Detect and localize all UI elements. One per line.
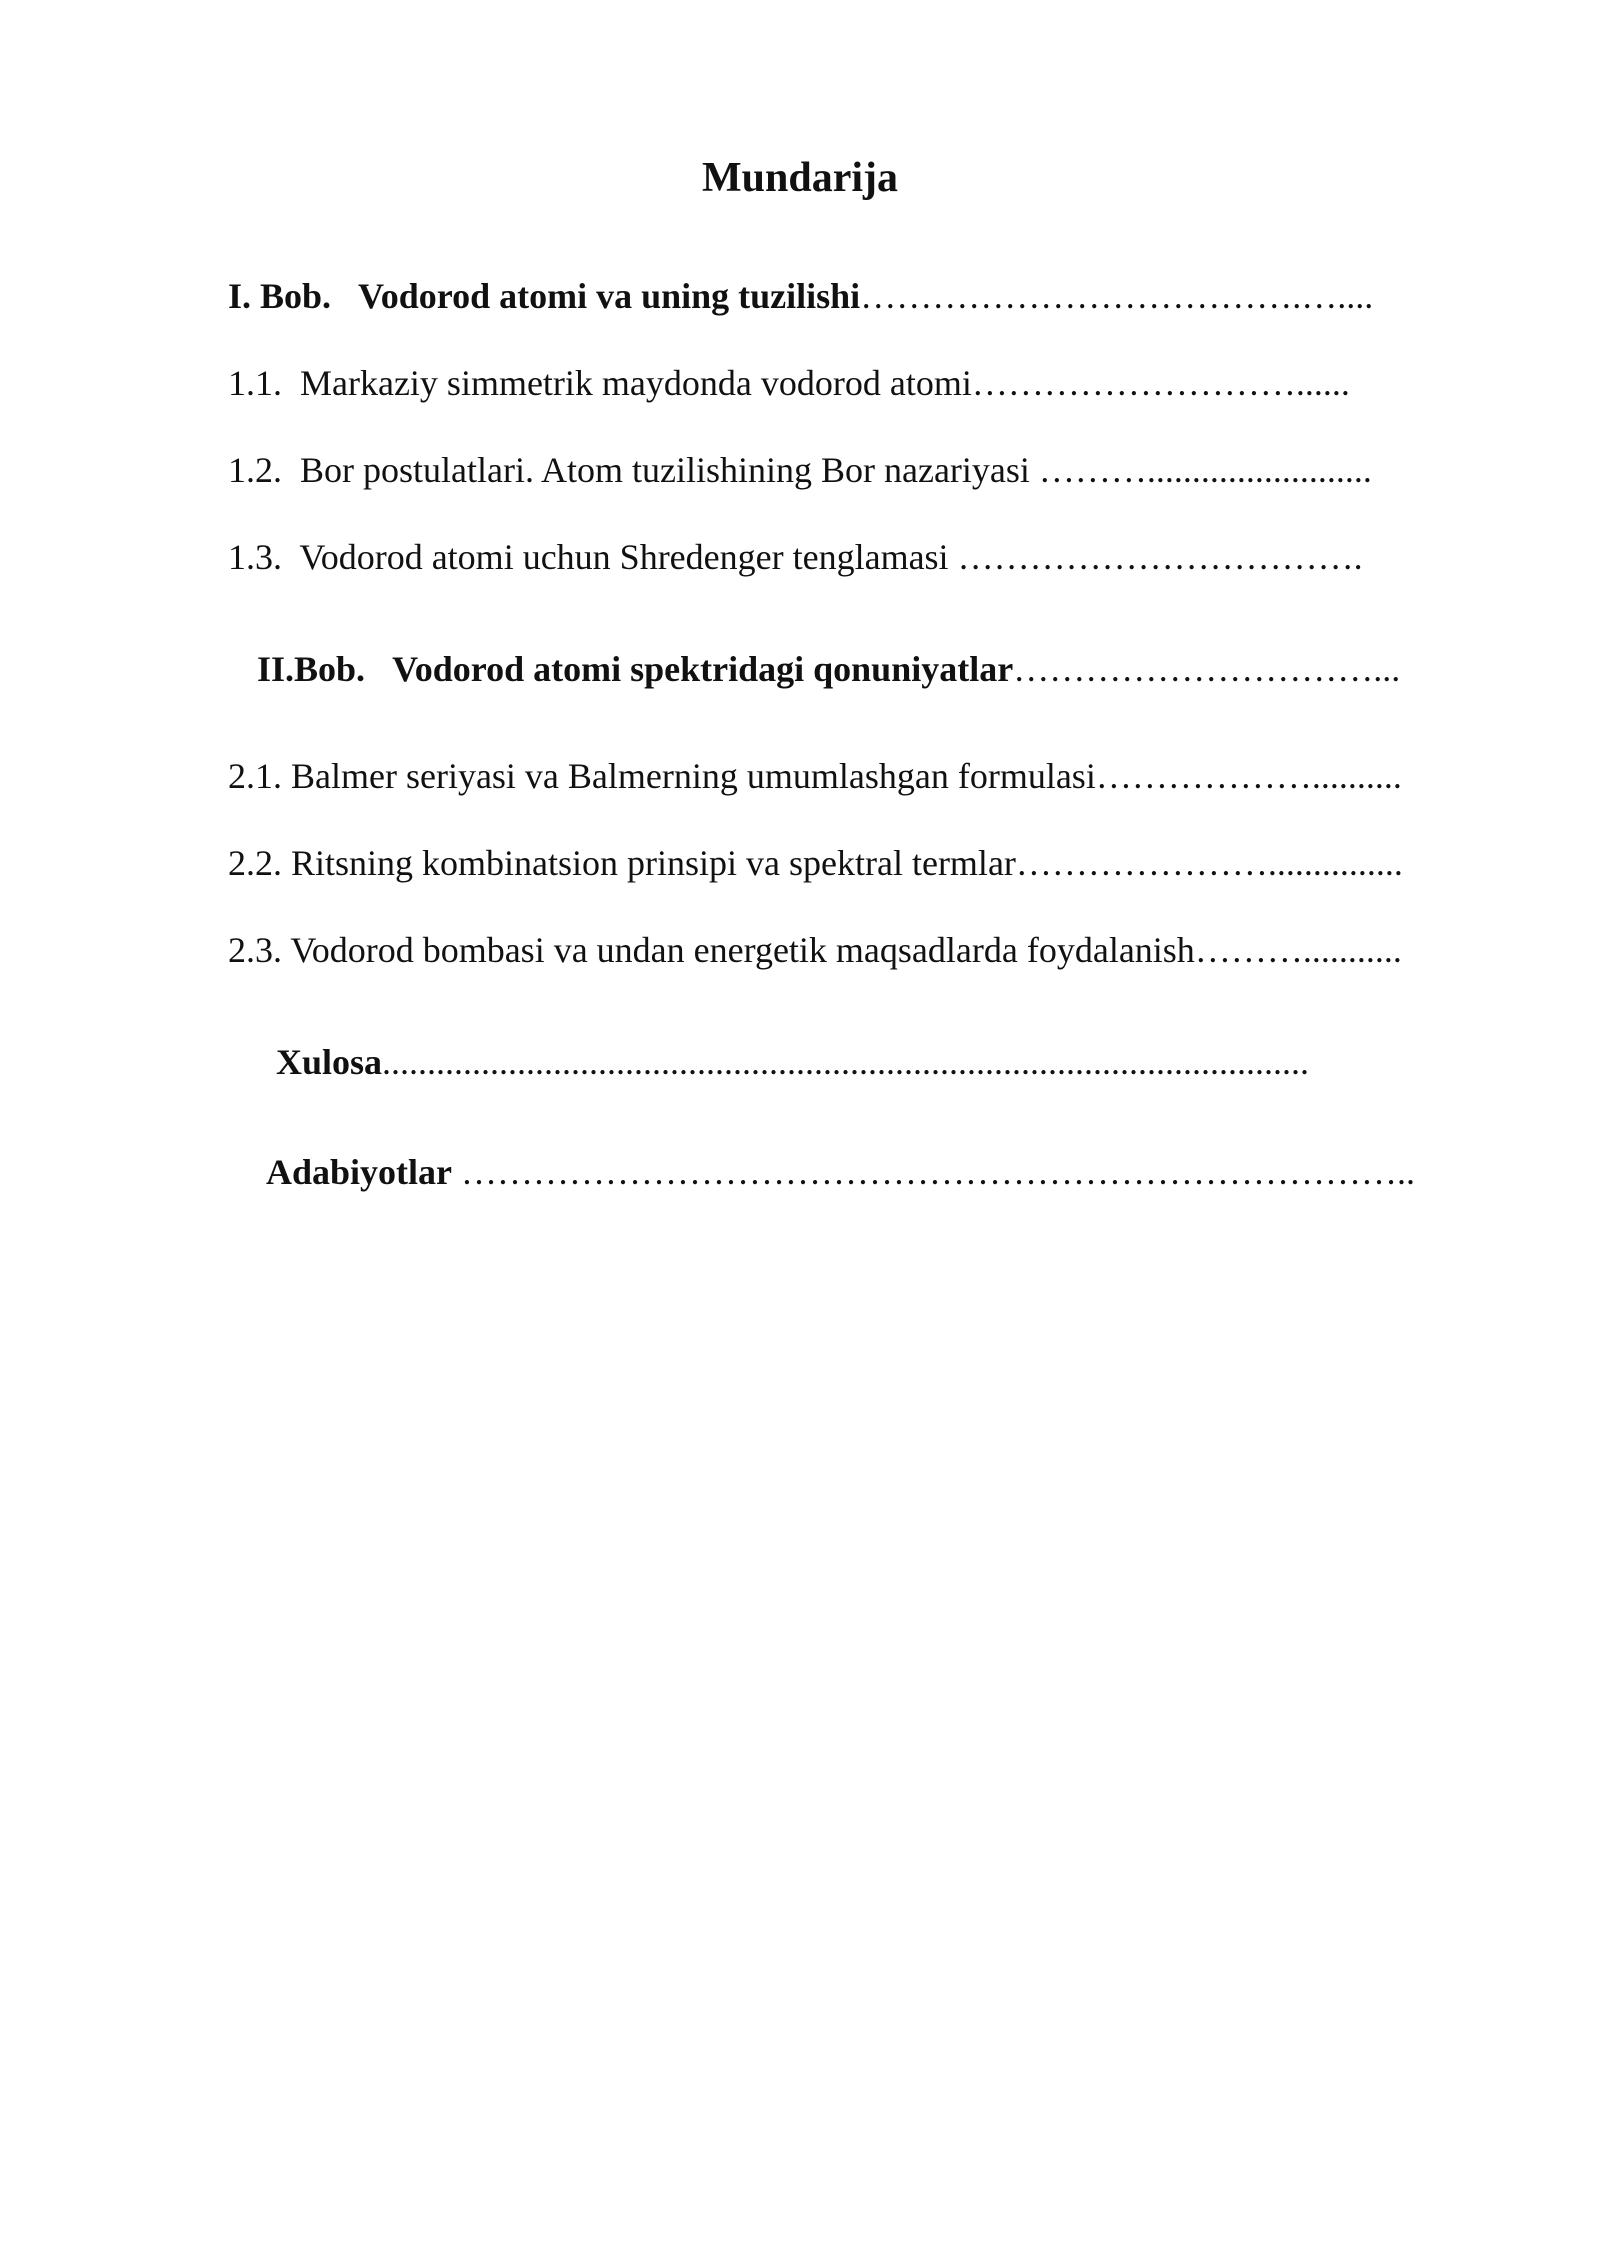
toc-adabiyotlar-title: Adabiyotlar bbox=[266, 1152, 453, 1192]
toc-chapter-2-title: Vodorod atomi spektridagi qonuniyatlar bbox=[392, 649, 1014, 689]
toc-section-2-3[interactable] bbox=[228, 926, 1402, 974]
toc-section-2-1-title: Balmer seriyasi va Balmerning umumlashgan formulasi bbox=[291, 756, 1096, 796]
toc-xulosa-leader: ....................................................................................................... bbox=[382, 1042, 1310, 1082]
toc-section-2-3-number: 2.3. bbox=[228, 930, 282, 970]
toc-section-1-3-title: Vodorod atomi uchun Shredenger tenglamasi bbox=[299, 537, 949, 577]
toc-xulosa-title: Xulosa bbox=[276, 1042, 383, 1082]
toc-section-1-3-number: 1.3. bbox=[228, 537, 282, 577]
toc-section-2-1-leader: ……………….......... bbox=[1095, 756, 1402, 796]
toc-section-1-1-title: Markaziy simmetrik maydonda vodorod atomi bbox=[300, 363, 972, 403]
toc-section-1-2-number: 1.2. bbox=[228, 450, 282, 490]
toc-section-2-1[interactable] bbox=[228, 752, 1402, 800]
toc-section-1-3-leader: ……………………………. bbox=[948, 537, 1363, 577]
toc-section-1-3[interactable] bbox=[228, 533, 1363, 581]
toc-section-2-3-title: Vodorod bombasi va undan energetik maqsadlarda foydalanish bbox=[290, 930, 1195, 970]
toc-chapter-1[interactable] bbox=[228, 272, 1373, 320]
toc-chapter-2-number: II.Bob. bbox=[257, 649, 366, 689]
toc-section-2-2-title: Ritsning kombinatsion prinsipi va spektral termlar bbox=[291, 843, 1016, 883]
toc-section-1-1[interactable] bbox=[228, 359, 1350, 407]
toc-chapter-1-title: Vodorod atomi va uning tuzilishi bbox=[358, 276, 861, 316]
toc-adabiyotlar[interactable] bbox=[266, 1148, 1415, 1196]
toc-section-1-1-number: 1.1. bbox=[228, 363, 282, 403]
page-title: Mundarija bbox=[701, 155, 898, 201]
toc-section-2-2-leader: …………………............... bbox=[1015, 843, 1403, 883]
toc-chapter-2[interactable] bbox=[257, 645, 1400, 693]
toc-xulosa[interactable] bbox=[276, 1038, 1309, 1086]
toc-section-2-2-number: 2.2. bbox=[228, 843, 282, 883]
toc-section-1-2-title: Bor postulatlari. Atom tuzilishining Bor nazariyasi bbox=[300, 450, 1030, 490]
toc-chapter-1-number: I. Bob. bbox=[228, 276, 332, 316]
toc-section-2-2[interactable] bbox=[228, 839, 1403, 887]
toc-section-1-2-leader: ………......................... bbox=[1029, 450, 1372, 490]
toc-chapter-1-leader: ……………………………….….... bbox=[860, 276, 1374, 316]
toc-section-2-1-number: 2.1. bbox=[228, 756, 282, 796]
toc-section-2-3-leader: ………........... bbox=[1194, 930, 1402, 970]
toc-chapter-2-leader: …………………………... bbox=[1013, 649, 1401, 689]
toc-section-1-2[interactable] bbox=[228, 446, 1372, 494]
toc-adabiyotlar-leader: …………………………………………………………………….. bbox=[452, 1152, 1416, 1192]
toc-section-1-1-leader: ………………………...... bbox=[971, 363, 1350, 403]
